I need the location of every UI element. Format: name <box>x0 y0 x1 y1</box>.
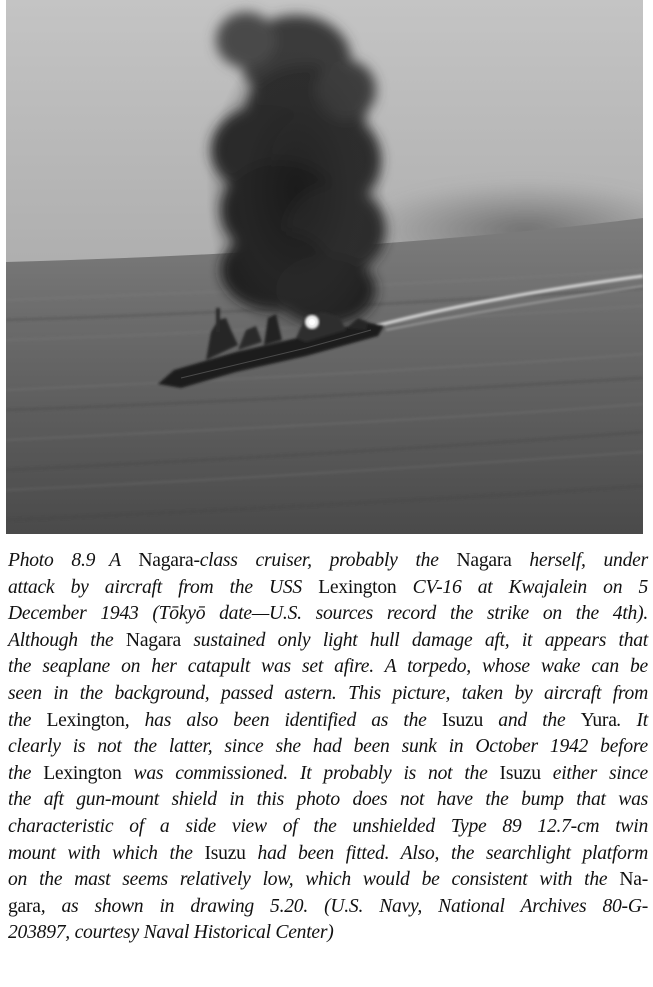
caption-line <box>8 601 648 628</box>
caption-line <box>8 894 648 921</box>
caption-text: A <box>109 550 139 571</box>
caption-text: . It <box>616 709 649 731</box>
caption-text: herself, under <box>511 550 648 571</box>
ship-name: Nagara <box>138 550 194 571</box>
caption-text: the <box>8 762 44 784</box>
caption-line <box>8 708 648 735</box>
ship-name: Isuzu <box>499 762 541 784</box>
ship-name: Nagara <box>456 550 512 571</box>
ship-name: gara <box>8 895 41 917</box>
caption-text: was commissioned. It probably is not the <box>121 762 500 784</box>
cruiser-under-attack-image <box>6 0 643 534</box>
caption-line <box>8 920 648 947</box>
caption-text: either since <box>540 762 648 784</box>
caption-text: characteristic of a side view of the unshielded Type 89 12.7-cm twin <box>8 815 648 837</box>
warship-photo <box>6 0 643 534</box>
caption-text: the seaplane on her catapult was set afire. A torpedo, whose wake can be <box>8 656 648 678</box>
caption-line <box>8 681 648 708</box>
caption-text: clearly is not the latter, since she had been sunk in October 1942 before <box>8 736 648 758</box>
ship-name: Lexington <box>318 576 397 598</box>
caption-text: , as shown in drawing 5.20. (U.S. Navy, National Archives 80-G- <box>40 895 648 917</box>
caption-text: December 1943 (Tōkyō date—U.S. sources record the strike on the 4th). <box>8 603 648 625</box>
caption-text: 203897, courtesy Naval Historical Center) <box>8 922 334 944</box>
caption-line <box>8 575 648 602</box>
caption-line <box>8 841 648 868</box>
ship-name: Lexington <box>43 762 122 784</box>
caption-text: had been fitted. Also, the searchlight platform <box>245 842 648 864</box>
caption-line <box>8 761 648 788</box>
caption-text: , has also been identified as the <box>124 709 442 731</box>
caption-text: CV-16 at Kwajalein on 5 <box>396 576 648 598</box>
caption-text: on the mast seems relatively low, which would be consistent with the <box>8 869 620 891</box>
ship-name: Yura <box>580 709 617 731</box>
caption-text: -class cruiser, probably the <box>193 550 457 571</box>
caption-line <box>8 787 648 814</box>
caption-line <box>8 814 648 841</box>
caption-line <box>8 734 648 761</box>
photo-caption <box>8 548 648 947</box>
caption-line <box>8 654 648 681</box>
photo-label: Photo 8.9 <box>8 550 96 571</box>
ship-name: Isuzu <box>204 842 246 864</box>
caption-text: the aft gun-mount shield in this photo does not have the bump that was <box>8 789 648 811</box>
caption-text: mount with which the <box>8 842 205 864</box>
caption-line <box>8 548 648 575</box>
caption-text: attack by aircraft from the USS <box>8 576 319 598</box>
caption-text: the <box>8 709 47 731</box>
caption-text: sustained only light hull damage aft, it appears that <box>180 629 648 651</box>
caption-text: seen in the background, passed astern. This picture, taken by aircraft from <box>8 682 648 704</box>
caption-text: and the <box>483 709 581 731</box>
ship-name: Nagara <box>125 629 181 651</box>
ship-name: Na- <box>619 869 648 891</box>
ship-name: Isuzu <box>441 709 484 731</box>
caption-line <box>8 628 648 655</box>
caption-line <box>8 867 648 894</box>
ship-name: Lexington <box>46 709 125 731</box>
caption-text: Although the <box>8 629 126 651</box>
